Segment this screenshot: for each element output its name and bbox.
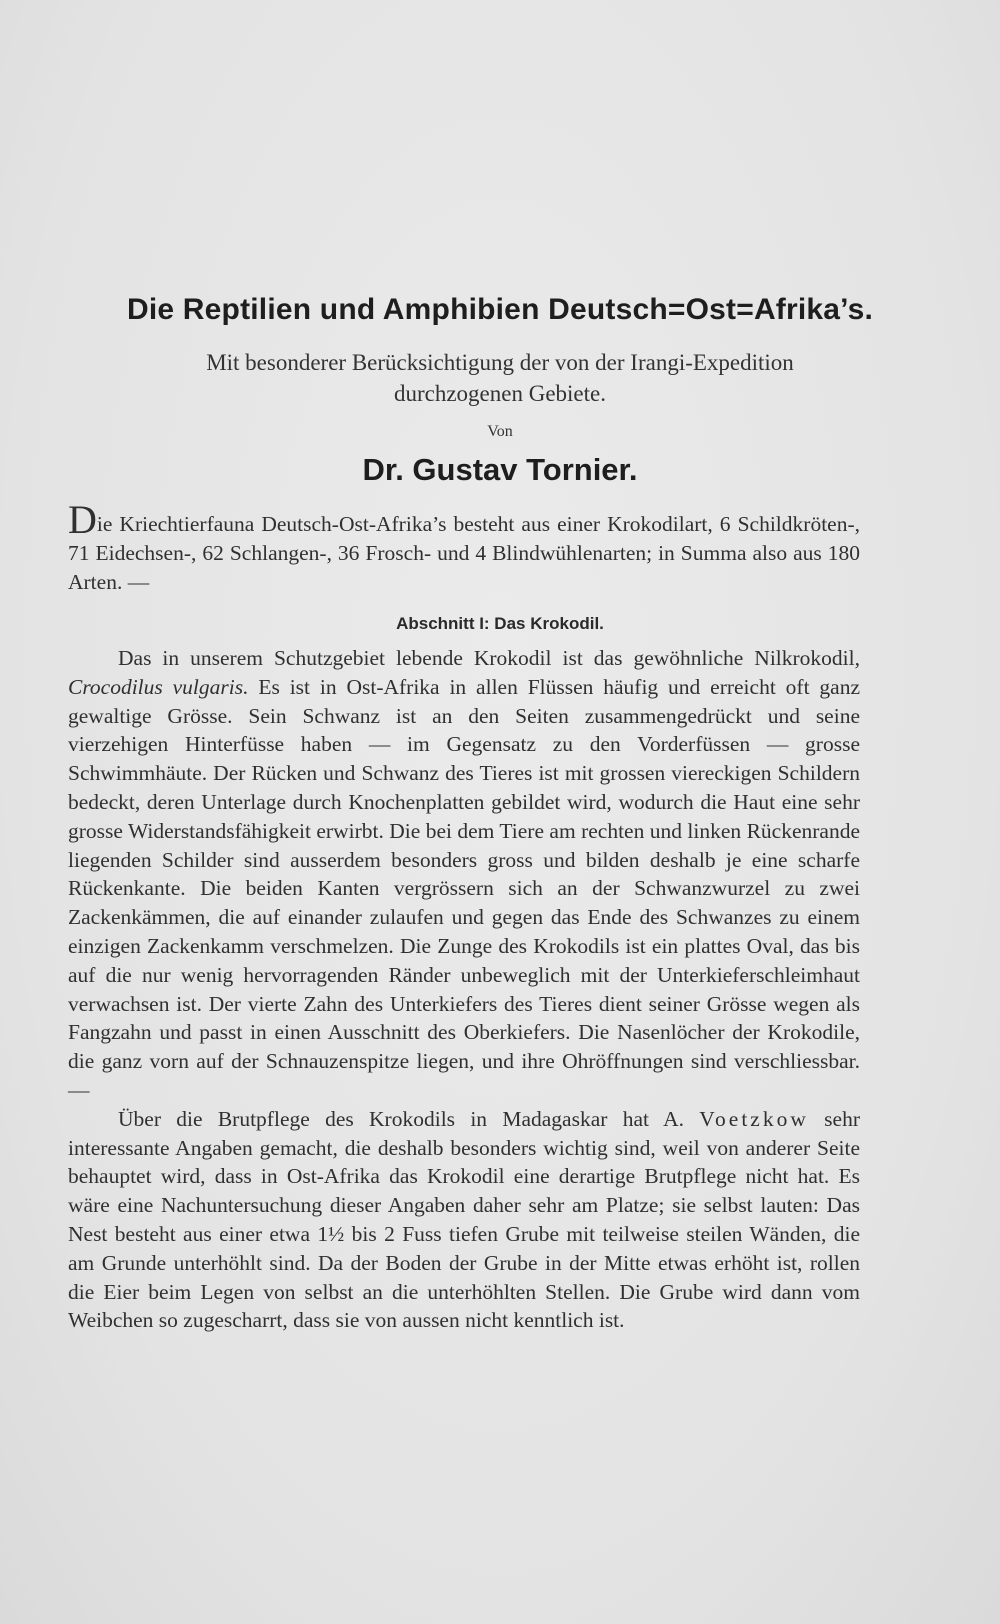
scientific-name: Crocodilus vulgaris. [68,674,249,699]
drop-cap: D [68,497,97,542]
paragraph-2-text-a: Über die Brutpflege des Krokodils in Madagaskar hat A. [118,1106,700,1131]
intro-paragraph [68,497,860,596]
section-heading: Abschnitt I: Das Krokodil. [396,614,604,633]
section-body [68,644,860,1335]
paragraph-1 [68,644,860,1105]
paragraph-1-text-a: Das in unserem Schutzgebiet lebende Krokodil ist das gewöhnliche Nilkrokodil, [118,646,860,670]
person-name: Voetzkow [699,1106,809,1131]
author-name: Dr. Gustav Tornier. [362,452,638,487]
paragraph-1-text-b: Es ist in Ost-Afrika in allen Flüssen häufig und erreicht oft ganz gewaltige Grösse. Sein Schwanz ist an den Seiten zusammengedrückt und seine vierzehigen Hinterfüsse haben — im Gegensatz zu den Vorderfüssen — grosse Schwimmhäute. Der Rücken und Schwanz des Tieres ist mit grossen viereckigen Schildern bedeckt, deren Unterlage durch Knochenplatten gebildet wird, wodurch die Haut eine sehr grosse Widerstandsfähigkeit erwirbt. Die bei dem Tiere am rechten und linken Rückenrande liegenden Schilder sind ausserdem besonders gross und bilden deshalb je eine scharfe Rückenkante. Die beiden Kanten vergrössern sich an der Schwanzwurzel zu zwei Zackenkämmen, die auf einander zulaufen und gegen das Ende des Schwanzes zu einem einzigen Zackenkamm verschmelzen. Die Zunge des Krokodils ist ein plattes Oval, das bis auf die nur wenig hervorragenden Ränder unbeweglich mit der Unterkieferschleimhaut verwachsen ist. Der vierte Zahn des Unterkiefers des Tieres dient seiner Grösse wegen als Fangzahn und passt in einen Ausschnitt des Oberkiefers. Die Nasenlöcher der Krokodile, die ganz vorn auf der Schnauzenspitze liegen, und ihre Ohröffnungen sind verschliessbar. — [68,674,860,1102]
paragraph-2-text-b: sehr interessante Angaben gemacht, die deshalb besonders wichtig sind, weil von anderer Seite behauptet wird, dass in Ost-Afrika das Krokodil eine derartige Brutpflege nicht hat. Es wäre eine Nachuntersuchung dieser Angaben daher sehr am Platze; sie selbst lauten: Das Nest besteht aus einer etwa 1½ bis 2 Fuss tiefen Grube mit teilweise steilen Wänden, die am Grunde unterhöhlt sind. Da der Boden der Grube in der Mitte etwas erhöht ist, rollen die Eier beim Legen von selbst an die unterhöhlten Stellen. Die Grube wird dann vom Weibchen so zugescharrt, dass sie von aussen nicht kenntlich ist. [68,1106,860,1333]
byline-von: Von [487,423,513,440]
intro-text: ie Kriechtierfauna Deutsch-Ost-Afrika’s besteht aus einer Krokodilart, 6 Schildkröten-, 71 Eidechsen-, 62 Schlangen-, 36 Frosch- und 4 Blindwühlenarten; in Summa also aus 180 Arten. — [68,512,860,594]
subtitle-line-1: Mit besonderer Berücksichtigung der von der Irangi-Expedition [206,350,794,375]
subtitle-line-2: durchzogenen Gebiete. [393,381,606,406]
article-title: Die Reptilien und Amphibien Deutsch=Ost=Afrika’s. [126,293,874,326]
paragraph-2 [68,1105,860,1335]
article-subtitle [0,347,1000,409]
